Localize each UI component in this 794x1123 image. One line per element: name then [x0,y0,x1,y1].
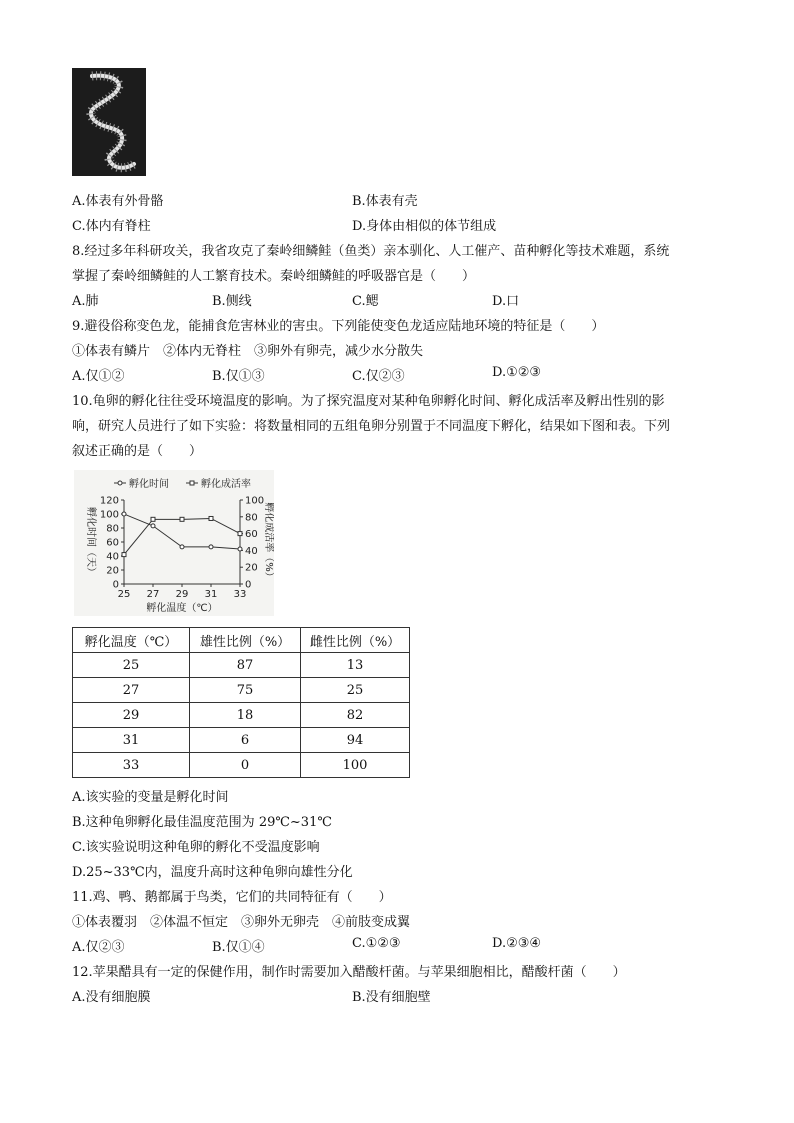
data-point-1 [209,545,213,549]
table-row [73,753,410,778]
q12-stem: 12.苹果醋具有一定的保健作用，制作时需要加入醋酸杆菌。与苹果细胞相比，醋酸杆菌（ ） [72,965,626,980]
data-point-2 [180,517,184,521]
q11-option-b: B.仅①④ [212,940,265,955]
q8-option-b: B.侧线 [212,294,252,309]
left-tick-label: 20 [106,565,119,577]
legend-marker-2 [190,481,194,485]
x-tick-label: 27 [146,589,160,600]
cell-temperature: 27 [73,678,190,703]
x-tick-label: 31 [204,589,218,600]
q9-items: ①体表有鳞片 ②体内无脊柱 ③卵外有卵壳，减少水分散失 [72,344,424,359]
q9-option-b: B.仅①③ [212,369,265,384]
cell-male: 0 [190,753,301,778]
sex-ratio-table [72,627,410,778]
cell-female: 13 [301,653,410,678]
q12-option-a: A.没有细胞膜 [72,990,151,1005]
left-tick-label: 100 [99,509,119,521]
x-tick-label: 29 [175,589,189,600]
right-tick-label: 0 [245,579,252,591]
q10-option-c: C.该实验说明这种龟卵的孵化不受温度影响 [72,840,320,855]
q8-option-d: D.口 [492,294,520,309]
q7-option-c: C.体内有脊柱 [72,219,151,234]
left-tick-label: 40 [106,551,119,563]
data-point-2 [151,517,155,521]
cell-temperature: 25 [73,653,190,678]
right-axis-label: 孵化成活率（%） [263,502,274,582]
data-point-2 [238,532,242,536]
q9-option-c: C.仅②③ [352,369,405,384]
table-row [73,728,410,753]
x-tick-label: 33 [233,589,247,600]
cell-temperature: 33 [73,753,190,778]
table-row [73,678,410,703]
left-axis-label: 孵化时间（天） [85,507,96,577]
x-axis-label: 孵化温度（℃） [146,603,218,614]
cell-temperature: 29 [73,703,190,728]
q9-option-a: A.仅①② [72,369,125,384]
left-tick-label: 60 [106,537,119,549]
q7-option-a: A.体表有外骨骼 [72,194,164,209]
q12-option-b: B.没有细胞壁 [352,990,431,1005]
q8-stem-line1: 8.经过多年科研攻关，我省攻克了秦岭细鳞鲑（鱼类）亲本驯化、人工催产、苗种孵化等技术难题，系统 [72,244,670,259]
q10-stem-line1: 10.龟卵的孵化往往受环境温度的影响。为了探究温度对某种龟卵孵化时间、孵化成活率及孵出性别的影 [72,394,665,409]
cell-female: 25 [301,678,410,703]
incubation-chart [74,470,274,616]
q11-option-c: C.①②③ [352,936,401,951]
x-tick-label: 25 [117,589,131,600]
cell-male: 18 [190,703,301,728]
q7-option-d: D.身体由相似的体节组成 [352,219,497,234]
q9-stem: 9.避役俗称变色龙，能捕食危害林业的害虫。下列能使变色龙适应陆地环境的特征是（ ） [72,319,605,334]
table-row [73,703,410,728]
cell-female: 94 [301,728,410,753]
data-point-2 [122,553,126,557]
data-point-1 [180,545,184,549]
q8-stem-line2: 掌握了秦岭细鳞鲑的人工繁育技术。秦岭细鳞鲑的呼吸器官是（ ） [72,269,476,284]
q10-option-d: D.25~33℃内，温度升高时这种龟卵向雄性分化 [72,865,353,880]
right-tick-label: 80 [245,512,258,524]
data-point-2 [209,516,213,520]
data-point-1 [122,512,126,516]
cell-female: 100 [301,753,410,778]
q11-stem: 11.鸡、鸭、鹅都属于鸟类，它们的共同特征有（ ） [72,890,392,905]
legend-label-1: 孵化时间 [129,479,169,490]
left-tick-label: 120 [99,495,119,507]
q8-option-c: C.鳃 [352,294,379,309]
q7-option-b: B.体表有壳 [352,194,418,209]
legend-label-2: 孵化成活率 [201,479,251,490]
q11-option-a: A.仅②③ [72,940,125,955]
left-tick-label: 80 [106,523,119,535]
legend-marker-1 [118,481,122,485]
header-temperature: 孵化温度（℃） [73,628,190,653]
q8-option-a: A.肺 [72,294,99,309]
q10-stem-line3: 叙述正确的是（ ） [72,444,203,459]
q10-stem-line2: 响，研究人员进行了如下实验：将数量相同的五组龟卵分别置于不同温度下孵化，结果如下图和表。下列 [72,419,671,434]
left-tick-label: 0 [112,579,119,591]
table-header-row [73,628,410,653]
q10-option-a: A.该实验的变量是孵化时间 [72,790,229,805]
q9-option-d: D.①②③ [492,365,542,380]
data-point-1 [151,524,155,528]
cell-male: 87 [190,653,301,678]
cell-male: 75 [190,678,301,703]
right-tick-label: 60 [245,529,258,541]
cell-female: 82 [301,703,410,728]
right-tick-label: 20 [245,562,258,574]
centipede-photo [72,68,146,176]
header-female-ratio: 雌性比例（%） [301,628,410,653]
header-male-ratio: 雄性比例（%） [190,628,301,653]
right-tick-label: 100 [245,495,265,507]
table-row [73,653,410,678]
cell-temperature: 31 [73,728,190,753]
q11-items: ①体表覆羽 ②体温不恒定 ③卵外无卵壳 ④前肢变成翼 [72,915,411,930]
q11-option-d: D.②③④ [492,936,542,951]
data-point-1 [238,547,242,551]
cell-male: 6 [190,728,301,753]
right-tick-label: 40 [245,545,258,557]
q10-option-b: B.这种龟卵孵化最佳温度范围为 29℃~31℃ [72,815,332,830]
